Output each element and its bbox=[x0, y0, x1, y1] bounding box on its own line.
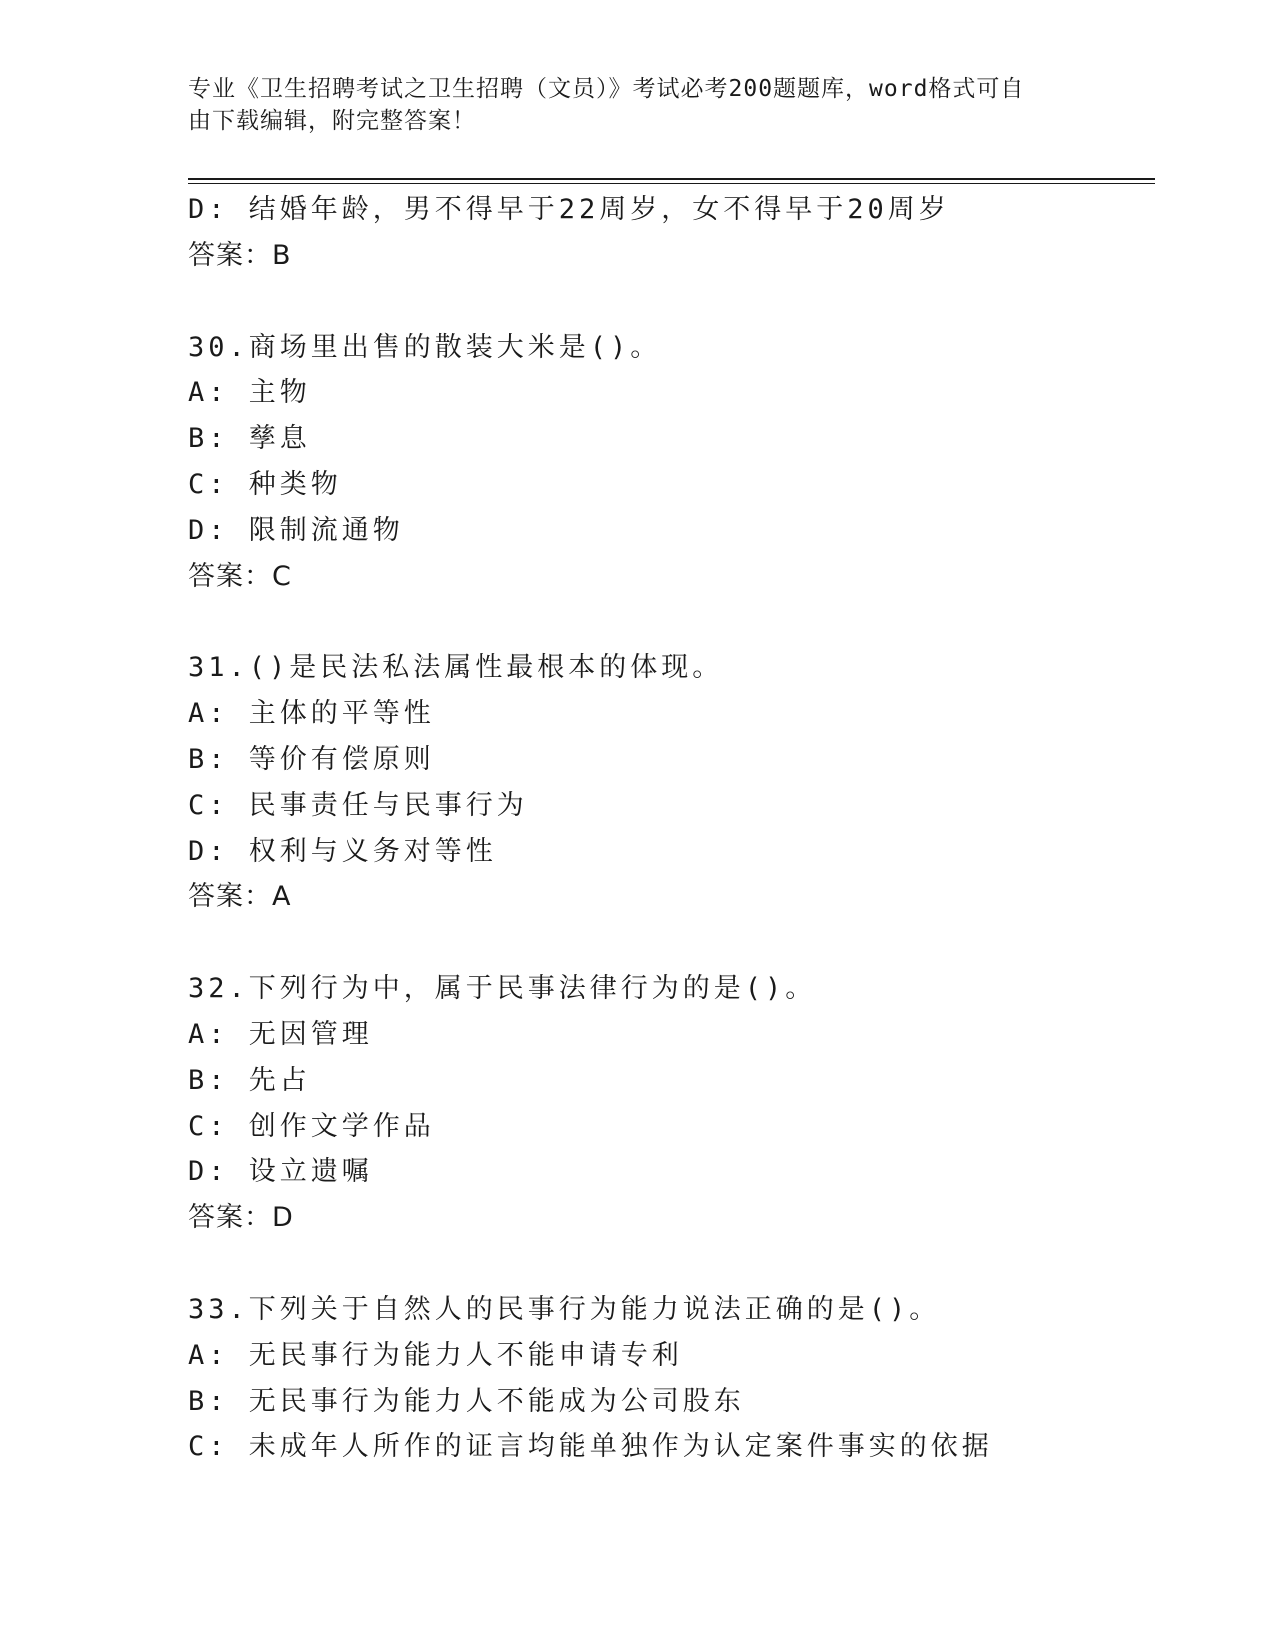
option-b: B: 先占 bbox=[188, 1064, 311, 1096]
option-c: C: 未成年人所作的证言均能单独作为认定案件事实的依据 bbox=[188, 1431, 993, 1463]
spacer bbox=[188, 1241, 1158, 1287]
answer-line: 答案：C bbox=[188, 560, 292, 592]
answer-line: 答案：A bbox=[188, 881, 292, 913]
question-stem: 32.下列行为中，属于民事法律行为的是()。 bbox=[188, 973, 817, 1005]
header-divider bbox=[188, 178, 1155, 184]
option-b: B: 孳息 bbox=[188, 423, 311, 455]
option-a: A: 主物 bbox=[188, 377, 311, 409]
spacer bbox=[188, 279, 1158, 325]
option-a: A: 无因管理 bbox=[188, 1018, 373, 1050]
question-stem: 31.()是民法私法属性最根本的体现。 bbox=[188, 652, 724, 684]
option-b: B: 无民事行为能力人不能成为公司股东 bbox=[188, 1385, 745, 1417]
header-title-line-1: 专业《卫生招聘考试之卫生招聘（文员）》考试必考200题题库，word格式可自 bbox=[188, 76, 1025, 102]
option-b: B: 等价有偿原则 bbox=[188, 743, 435, 775]
option-c: C: 创作文学作品 bbox=[188, 1110, 435, 1142]
document-header bbox=[188, 73, 1068, 137]
header-title-line-2: 由下载编辑，附完整答案！ bbox=[188, 108, 476, 134]
option-c: C: 种类物 bbox=[188, 468, 342, 500]
option-d: D: 结婚年龄，男不得早于22周岁，女不得早于20周岁 bbox=[188, 194, 950, 225]
answer-line: 答案：D bbox=[188, 1202, 294, 1234]
option-d: D: 限制流通物 bbox=[188, 514, 404, 546]
option-a: A: 无民事行为能力人不能申请专利 bbox=[188, 1339, 683, 1371]
option-d: D: 权利与义务对等性 bbox=[188, 835, 497, 867]
option-c: C: 民事责任与民事行为 bbox=[188, 789, 528, 821]
question-stem: 33.下列关于自然人的民事行为能力说法正确的是()。 bbox=[188, 1293, 941, 1325]
question-stem: 30.商场里出售的散装大米是()。 bbox=[188, 331, 662, 363]
answer-line: 答案：B bbox=[188, 239, 292, 271]
spacer bbox=[188, 920, 1158, 966]
option-d: D: 设立遗嘱 bbox=[188, 1156, 373, 1188]
option-a: A: 主体的平等性 bbox=[188, 698, 435, 730]
spacer bbox=[188, 599, 1158, 645]
question-list bbox=[188, 187, 1158, 1470]
